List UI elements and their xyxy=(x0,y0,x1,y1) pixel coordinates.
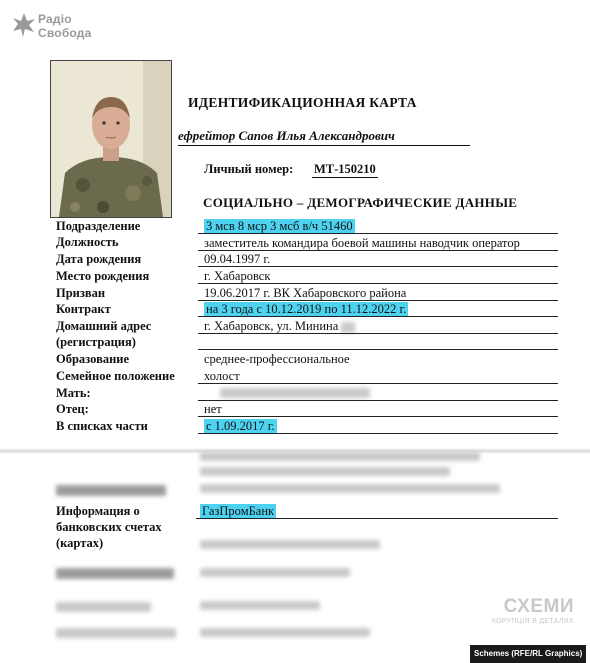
redacted-label xyxy=(56,628,176,638)
redacted-house-number xyxy=(341,322,355,333)
redacted-text xyxy=(200,467,450,476)
image-credit: Schemes (RFE/RL Graphics) xyxy=(470,645,586,663)
underline xyxy=(198,250,558,251)
redacted-text xyxy=(200,601,320,610)
personal-number-label: Личный номер: xyxy=(204,162,294,176)
value-birth-date: 09.04.1997 г. xyxy=(204,252,271,266)
underline xyxy=(198,316,558,317)
bank-label-line-2: банковских счетах xyxy=(56,520,162,534)
underline xyxy=(196,518,558,519)
logo-text xyxy=(38,12,92,40)
value-unit-text: 3 мсв 8 мср 3 мсб в/ч 51460 xyxy=(206,219,353,233)
bank-label xyxy=(56,503,162,551)
redacted-mother-name xyxy=(220,388,370,398)
value-position: заместитель командира боевой машины наводчик оператор xyxy=(204,236,520,250)
underline xyxy=(198,400,558,401)
label-father: Отец: xyxy=(56,402,89,416)
label-mother: Мать: xyxy=(56,386,91,400)
section-title: СОЦИАЛЬНО – ДЕМОГРАФИЧЕСКИЕ ДАННЫЕ xyxy=(203,195,518,210)
bank-value xyxy=(200,504,276,519)
bank-label-line-3: (картах) xyxy=(56,536,104,550)
soldier-photo xyxy=(50,60,172,218)
label-home-address: Домашний адрес xyxy=(56,319,152,333)
redacted-text xyxy=(200,628,370,637)
schemes-watermark-main: СХЕМИ xyxy=(503,596,574,617)
underline xyxy=(198,266,558,267)
logo-line-1: Радіо xyxy=(38,12,72,26)
value-unit-roster xyxy=(204,419,277,434)
redacted-label xyxy=(56,602,151,612)
label-position: Должность xyxy=(56,235,119,249)
underline xyxy=(198,349,558,350)
personal-number-value: МТ-150210 xyxy=(314,162,376,176)
value-education: среднее-профессиональное xyxy=(204,352,350,366)
redacted-label xyxy=(56,568,174,579)
value-home-address-text: г. Хабаровск, ул. Минина xyxy=(204,319,339,333)
logo-line-2: Свобода xyxy=(38,26,92,40)
label-unit-roster: В списках части xyxy=(56,419,148,433)
soldier-name: ефрейтор Сапов Илья Александрович xyxy=(178,128,470,146)
value-marital-status: холост xyxy=(204,369,240,383)
redacted-text xyxy=(200,540,380,549)
redacted-label xyxy=(56,485,166,496)
underline xyxy=(198,283,558,284)
label-education: Образование xyxy=(56,352,130,366)
value-contract xyxy=(204,302,408,317)
underline xyxy=(198,300,558,301)
underline xyxy=(198,233,558,234)
value-birth-place: г. Хабаровск xyxy=(204,269,271,283)
underline xyxy=(198,383,558,384)
underline xyxy=(198,333,558,334)
underline xyxy=(198,433,558,434)
label-birth-place: Место рождения xyxy=(56,269,150,283)
redacted-text xyxy=(200,484,500,493)
value-contract-text: на 3 года с 10.12.2019 по 11.12.2022 г. xyxy=(206,302,407,316)
portrait-illustration xyxy=(51,61,171,217)
value-home-address xyxy=(204,319,355,334)
value-father: нет xyxy=(204,402,222,416)
card-title: ИДЕНТИФИКАЦИОННАЯ КАРТА xyxy=(188,95,417,110)
radio-svoboda-logo xyxy=(12,12,102,54)
value-drafted: 19.06.2017 г. ВК Хабаровского района xyxy=(204,286,407,300)
label-registration: (регистрация) xyxy=(56,335,136,349)
redacted-text xyxy=(200,568,350,577)
label-contract: Контракт xyxy=(56,302,111,316)
svoboda-flame-icon xyxy=(12,12,36,38)
label-birth-date: Дата рождения xyxy=(56,252,142,266)
bank-value-text: ГазПромБанк xyxy=(202,504,275,518)
value-unit xyxy=(204,219,355,234)
label-unit: Подразделение xyxy=(56,219,141,233)
underline xyxy=(198,416,558,417)
bank-label-line-1: Информация о xyxy=(56,504,140,518)
schemes-watermark xyxy=(492,596,574,625)
label-marital-status: Семейное положение xyxy=(56,369,175,383)
redacted-text xyxy=(200,452,480,461)
schemes-watermark-sub: КОРУПЦІЯ В ДЕТАЛЯХ xyxy=(491,618,574,625)
label-drafted: Призван xyxy=(56,286,106,300)
value-unit-roster-text: с 1.09.2017 г. xyxy=(206,419,275,433)
